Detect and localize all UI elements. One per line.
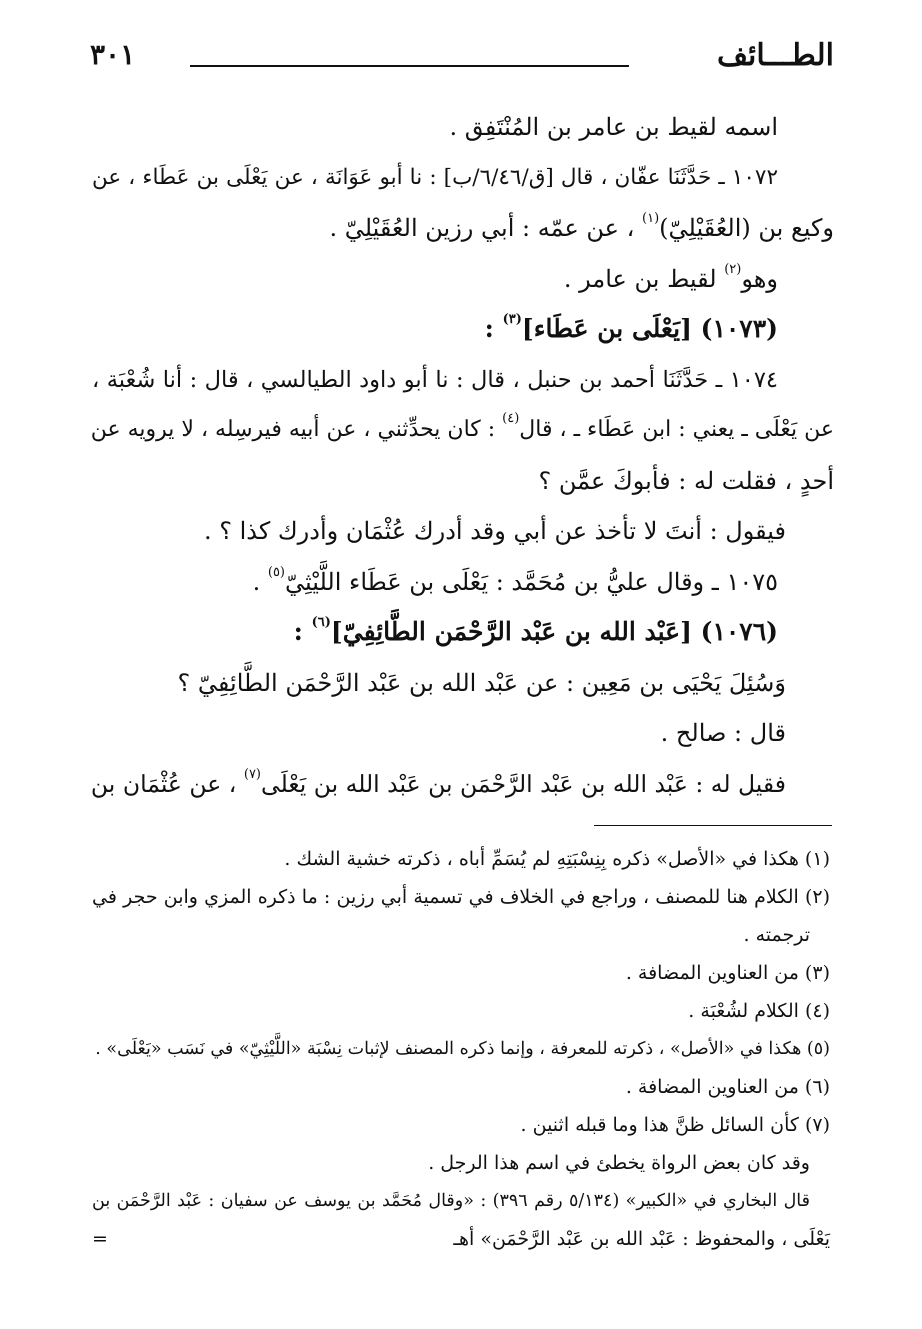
footnote-marker-1[interactable]: (١)	[642, 211, 660, 226]
text-line: وهو$^{(٢)}$ لقيط بن عامر .	[563, 261, 778, 293]
main-text	[92, 102, 834, 809]
footnote-marker-5[interactable]: (٥)	[267, 564, 285, 580]
heading-1076: (١٠٧٦) [عَبْد الله بن عَبْد الرَّحْمَن الطَّائِفِيّ]$^{(٦)}$ :	[293, 615, 778, 646]
footnote-7: (٧) كأن السائل ظنَّ هذا وما قبله اثنين .	[520, 1114, 830, 1136]
footnote-marker-3[interactable]: (٣)	[502, 312, 522, 327]
footnote-5: (٥) هكذا في «الأصل» ، ذكرته للمعرفة ، وإنما ذكره المصنف لإثبات نِسْبَة «اللَّيْثِيّ» في نَسَب «يَعْلَى» .	[95, 1039, 830, 1059]
footnote-marker-4[interactable]: (٤)	[502, 411, 520, 426]
footnote-separator	[594, 825, 832, 826]
footnote-7-continued: قال البخاري في «الكبير» (٥/١٣٤ رقم ٣٩٦) : «وقال مُحَمَّد بن يوسف عن سفيان : عَبْد الرَّحْمَن بن	[92, 1191, 811, 1211]
footnote-4: (٤) الكلام لشُعْبَة .	[688, 1000, 830, 1022]
footnote-7-continued: وقد كان بعض الرواة يخطئ في اسم هذا الرجل .	[428, 1152, 810, 1174]
header-rule	[190, 65, 629, 67]
footnote-marker-7[interactable]: (٧)	[243, 766, 261, 782]
running-title: الطـــائف	[717, 38, 834, 73]
hadith-1072-line: ١٠٧٢ ـ حَدَّثَنَا عفّان ، قال [ق/٦/٤٦/ب] : نا أبو عَوَانَة ، عن يَعْلَى بن عَطَاء ، عن	[92, 164, 778, 190]
page-header	[90, 38, 834, 88]
text-line: وكيع بن (العُقَيْلِيّ)$^{(١)}$ ، عن عمّه : أبي رزين العُقَيْلِيّ .	[329, 211, 834, 242]
heading-1073: (١٠٧٣) [يَعْلَى بن عَطَاء]$^{(٣)}$ :	[484, 312, 778, 343]
footnote-3: (٣) من العناوين المضافة .	[625, 962, 830, 984]
footnote-7-continued: يَعْلَى ، والمحفوظ : عَبْد الله بن عَبْد الرَّحْمَن» أهـ =	[92, 1220, 830, 1258]
footnote-6: (٦) من العناوين المضافة .	[625, 1076, 830, 1098]
text-line: اسمه لقيط بن عامر بن المُنْتَفِق .	[449, 113, 778, 141]
footnote-1: (١) هكذا في «الأصل» ذكره بِنِسْبَتِهِ لم يُسَمِّ أباه ، ذكرته خشية الشك .	[284, 848, 830, 870]
footnote-marker-6[interactable]: (٦)	[311, 615, 331, 630]
text-line: عن يَعْلَى ـ يعني : ابن عَطَاء ـ ، قال$^{(٤)}$ : كان يحدِّثني ، عن أبيه فيرسِله ، لا يرويه عن	[90, 411, 834, 442]
text-line: وَسُئِلَ يَحْيَى بن مَعِين : عن عَبْد الله بن عَبْد الرَّحْمَن الطَّائِفِيّ ؟	[177, 668, 786, 697]
footnote-2: (٢) الكلام هنا للمصنف ، وراجع في الخلاف في تسمية أبي رزين : ما ذكره المزي وابن حجر في	[92, 886, 830, 908]
continuation-mark: =	[92, 1228, 108, 1250]
hadith-1074-line: ١٠٧٤ ـ حَدَّثَنَا أحمد بن حنبل ، قال : نا أبو داود الطيالسي ، قال : أنا شُعْبَة ،	[92, 366, 778, 393]
text-line: قال : صالح .	[660, 719, 786, 747]
text-line: فيقول : أنتَ لا تأخذ عن أبي وقد أدرك عُثْمَان وأدرك كذا ؟ .	[203, 517, 786, 545]
hadith-1075-line: ١٠٧٥ ـ وقال عليُّ بن مُحَمَّد : يَعْلَى بن عَطَاء اللَّيْثِيّ$^{(٥)}$ .	[252, 564, 778, 596]
text-line: أحدٍ ، فقلت له : فأبوكَ عمَّن ؟	[538, 466, 834, 495]
footnotes	[92, 840, 830, 1258]
footnote-2-continued: ترجمته .	[743, 924, 810, 946]
footnote-marker-2[interactable]: (٢)	[724, 261, 742, 277]
page-number: ٣٠١	[90, 38, 136, 71]
text-line: فقيل له : عَبْد الله بن عَبْد الرَّحْمَن بن عَبْد الله بن يَعْلَى$^{(٧)}$ ، عن عُثْمَان بن	[90, 766, 786, 798]
